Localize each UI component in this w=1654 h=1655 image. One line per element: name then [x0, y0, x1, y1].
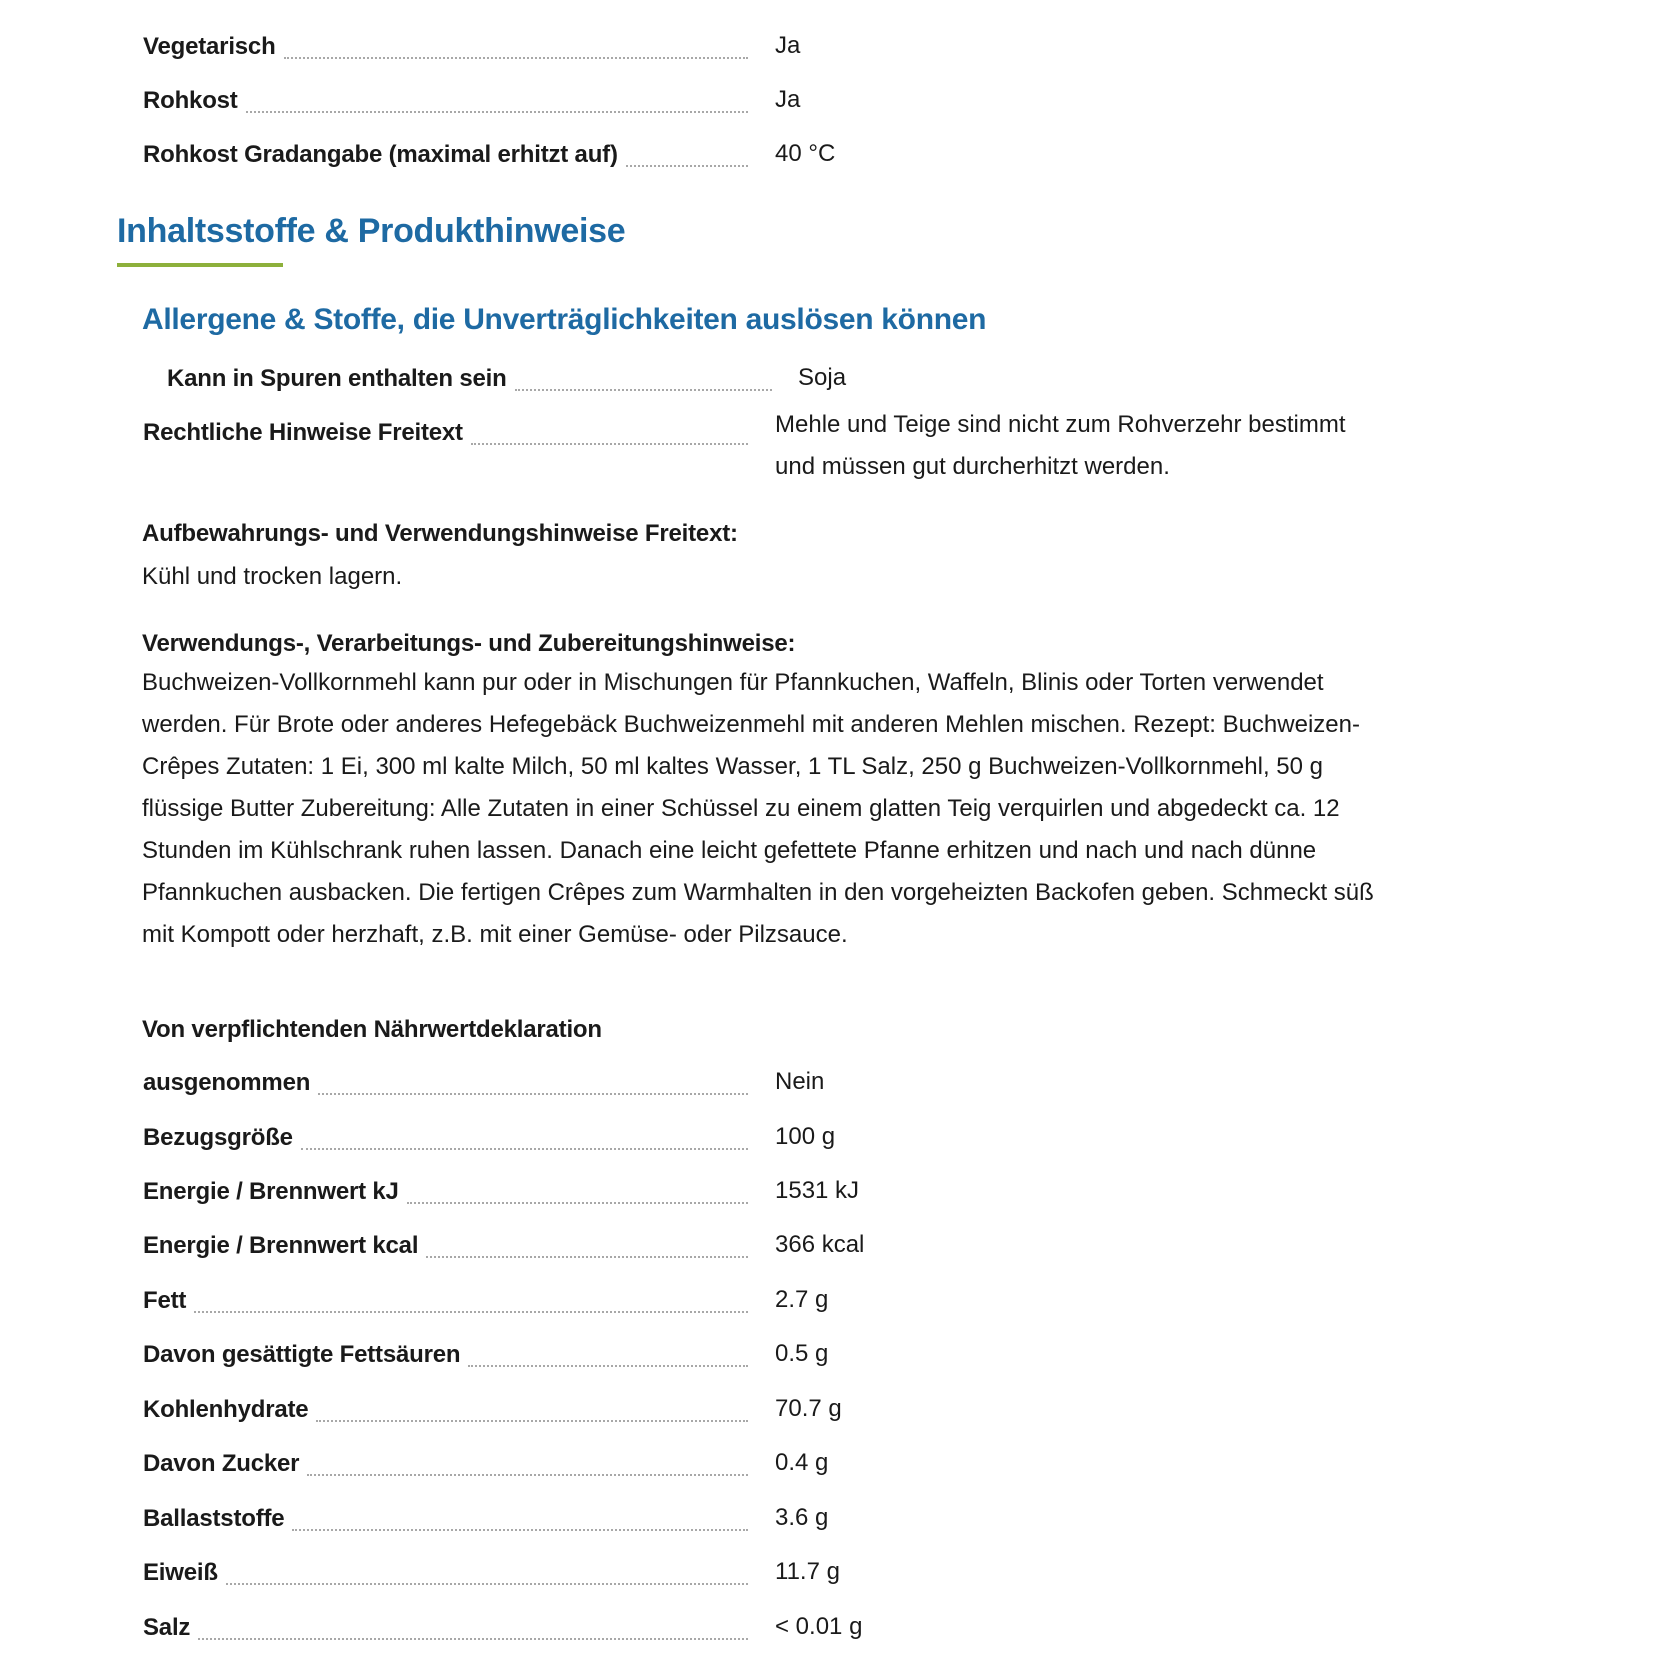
- dot-leader: [307, 1474, 748, 1476]
- section-title: Inhaltsstoffe & Produkthinweise: [117, 212, 626, 250]
- nutrition-label: Bezugsgröße: [143, 1124, 293, 1151]
- nutrition-exempt-title: Von verpflichtenden Nährwertdeklaration: [142, 1016, 602, 1043]
- nutrition-label: Eiweiß: [143, 1559, 218, 1586]
- nutrition-row: [0, 1393, 1654, 1437]
- legal-value: Mehle und Teige sind nicht zum Rohverzehr bestimmt und müssen gut durcherhitzt werden.: [775, 411, 1346, 480]
- nutrition-value: 11.7 g: [775, 1558, 840, 1585]
- dot-leader: [468, 1365, 748, 1367]
- nutrition-label: Salz: [143, 1614, 191, 1641]
- dot-leader: [316, 1420, 748, 1422]
- attribute-value: Ja: [775, 32, 801, 59]
- allergens-title: Allergene & Stoffe, die Unverträglichkeiten auslösen können: [142, 303, 987, 336]
- usage-text: Buchweizen-Vollkornmehl kann pur oder in Mischungen für Pfannkuchen, Waffeln, Blinis oder Torten verwendet werden. Für Brote oder anderes Hefegebäck Buchweizenmehl mit anderen Mehlen mischen. Rezept: Buchweizen-Crêpes Zutaten: 1 Ei, 300 ml kalte Milch, 50 ml kaltes Wasser, 1 TL Salz, 250 g Buchweizen-Vollkornmehl, 50 g flüssige Butter Zubereitung: Alle Zutaten in einer Schüssel zu einem glatten Teig verquirlen und abgedeckt ca. 12 Stunden im Kühlschrank ruhen lassen. Danach eine leicht gefettete Pfanne erhitzen und nach und nach dünne Pfannkuchen ausbacken. Die fertigen Crêpes zum Warmhalten in den vorgeheizten Backofen geben. Schmeckt süß mit Kompott oder herzhaft, z.B. mit einer Gemüse- oder Pilzsauce.: [142, 669, 1374, 948]
- nutrition-row: [0, 1121, 1654, 1165]
- nutrition-label: Davon gesättigte Fettsäuren: [143, 1341, 461, 1368]
- section-title-underline: [117, 263, 283, 267]
- dot-leader: [246, 111, 748, 113]
- nutrition-label: Ballaststoffe: [143, 1505, 285, 1532]
- nutrition-row: [0, 1447, 1654, 1491]
- traces-label: Kann in Spuren enthalten sein: [167, 365, 507, 392]
- storage-title: Aufbewahrungs- und Verwendungshinweise Freitext:: [142, 520, 738, 547]
- nutrition-value: 0.4 g: [775, 1449, 829, 1476]
- nutrition-value: 366 kcal: [775, 1231, 865, 1258]
- storage-text: Kühl und trocken lagern.: [142, 563, 403, 590]
- legal-row: [0, 411, 1654, 480]
- dot-leader: [515, 389, 772, 391]
- attribute-row-vegetarian: [0, 30, 1654, 74]
- dot-leader: [226, 1583, 748, 1585]
- dot-leader: [301, 1148, 748, 1150]
- nutrition-label: Kohlenhydrate: [143, 1396, 309, 1423]
- nutrition-label: Fett: [143, 1287, 187, 1314]
- nutrition-row: [0, 1284, 1654, 1328]
- attribute-label: Rohkost: [143, 87, 238, 114]
- nutrition-value: 2.7 g: [775, 1286, 829, 1313]
- nutrition-value: 100 g: [775, 1123, 836, 1150]
- nutrition-row: [0, 1556, 1654, 1600]
- dot-leader: [626, 165, 748, 167]
- dot-leader: [426, 1256, 748, 1258]
- legal-label: Rechtliche Hinweise Freitext: [143, 419, 463, 446]
- nutrition-row: [0, 1611, 1654, 1655]
- nutrition-value: 0.5 g: [775, 1340, 829, 1367]
- attribute-row-rohkost-grad: [0, 138, 1654, 182]
- dot-leader: [292, 1529, 748, 1531]
- nutrition-row: [0, 1175, 1654, 1219]
- nutrition-label: Energie / Brennwert kJ: [143, 1178, 399, 1205]
- traces-row: [0, 362, 1654, 406]
- nutrition-value: 1531 kJ: [775, 1177, 860, 1204]
- nutrition-row: [0, 1502, 1654, 1546]
- nutrition-value: 3.6 g: [775, 1504, 829, 1531]
- attribute-label: Vegetarisch: [143, 33, 276, 60]
- nutrition-value: 70.7 g: [775, 1395, 842, 1422]
- nutrition-exempt-row: [0, 1066, 1654, 1110]
- attribute-row-rohkost: [0, 84, 1654, 128]
- dot-leader: [471, 443, 748, 445]
- attribute-label: Rohkost Gradangabe (maximal erhitzt auf): [143, 141, 618, 168]
- nutrition-label: Davon Zucker: [143, 1450, 300, 1477]
- nutrition-value: < 0.01 g: [775, 1613, 863, 1640]
- nutrition-exempt-value: Nein: [775, 1068, 825, 1095]
- usage-title: Verwendungs-, Verarbeitungs- und Zubereitungshinweise:: [142, 630, 796, 657]
- dot-leader: [194, 1311, 748, 1313]
- traces-value: Soja: [798, 364, 847, 391]
- dot-leader: [198, 1638, 748, 1640]
- nutrition-row: [0, 1229, 1654, 1273]
- dot-leader: [318, 1093, 748, 1095]
- dot-leader: [407, 1202, 748, 1204]
- attribute-value: Ja: [775, 86, 801, 113]
- nutrition-label: Energie / Brennwert kcal: [143, 1232, 419, 1259]
- nutrition-exempt-label: ausgenommen: [143, 1069, 311, 1096]
- nutrition-row: [0, 1338, 1654, 1382]
- dot-leader: [284, 57, 748, 59]
- attribute-value: 40 °C: [775, 140, 836, 167]
